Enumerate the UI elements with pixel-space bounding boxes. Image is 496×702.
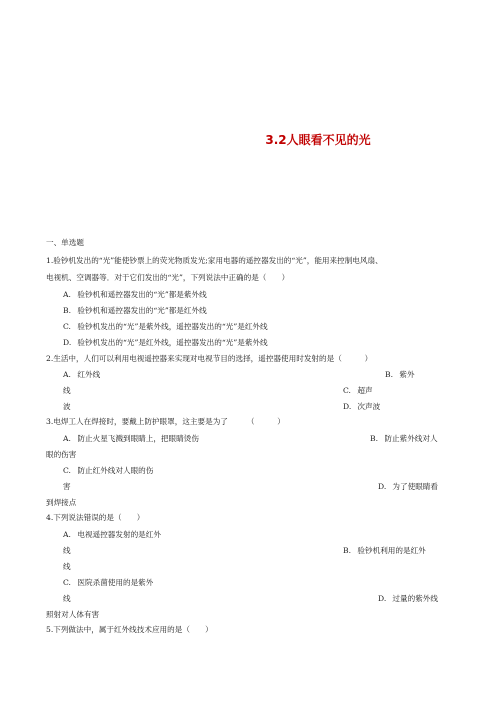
- option-text: 防止火星飞溅到眼睛上，把眼睛烫伤: [77, 434, 199, 443]
- q4-option-a: [63, 530, 161, 540]
- option-text: 医院杀菌使用的是紫外: [77, 578, 154, 587]
- page-title: 3.2人眼看不见的光: [265, 133, 371, 147]
- q2-option-a: [63, 370, 100, 380]
- q4-option-b: [343, 546, 426, 556]
- q2-option-b: [385, 370, 415, 380]
- q5-stem: 5.下列做法中，属于红外线技术应用的是（ ）: [46, 625, 213, 634]
- option-text: 次声波: [357, 402, 381, 411]
- option-text: 过量的紫外线: [392, 594, 438, 603]
- option-letter: D.: [378, 482, 387, 491]
- option-letter: D.: [63, 338, 72, 347]
- option-letter: C.: [63, 322, 71, 331]
- option-text: 验钞机发出的“光”是红外线，遥控器发出的“光”是紫外线: [77, 338, 268, 347]
- option-letter: B.: [385, 370, 393, 379]
- option-text: 红外线: [77, 370, 101, 379]
- q4-option-a-cont: 线: [63, 546, 71, 555]
- option-letter: C.: [63, 466, 71, 475]
- q1-option-c: [63, 322, 268, 332]
- option-letter: D.: [378, 594, 387, 603]
- option-text: 防止紫外线对人: [384, 434, 438, 443]
- q3-option-c: [63, 466, 153, 476]
- q1-stem-line2: 电视机、空调器等．对于它们发出的“光”，下列说法中正确的是（ ）: [46, 273, 290, 282]
- q4-option-b-cont: 线: [63, 562, 71, 571]
- option-text: 验钞机发出的“光”是紫外线，遥控器发出的“光”是红外线: [77, 322, 268, 331]
- q3-option-b-cont: 眼的伤害: [46, 450, 77, 459]
- option-letter: A.: [63, 530, 71, 539]
- option-letter: C.: [63, 578, 71, 587]
- q1-option-a: [63, 290, 207, 300]
- q3-option-a: [63, 434, 199, 444]
- option-text: 为了使眼睛看: [392, 482, 438, 491]
- q4-stem: 4.下列说法错误的是（ ）: [46, 513, 145, 522]
- q2-option-c: [343, 386, 373, 396]
- q3-option-c-cont: 害: [63, 482, 71, 491]
- q2-stem: 2.生活中，人们可以利用电视遥控器来实现对电视节目的选择，遥控器使用时发射的是（ ）: [46, 354, 373, 363]
- q3-option-d: [378, 482, 438, 492]
- option-letter: A.: [63, 370, 71, 379]
- section-heading: 一、单选题: [46, 238, 84, 247]
- option-letter: B.: [63, 306, 71, 315]
- option-letter: A.: [63, 434, 71, 443]
- q3-option-d-cont: 到焊接点: [46, 498, 77, 507]
- option-letter: A.: [63, 290, 71, 299]
- option-text: 紫外: [399, 370, 415, 379]
- option-letter: C.: [343, 386, 351, 395]
- q1-option-d: [63, 338, 268, 348]
- option-letter: D.: [343, 402, 352, 411]
- q2-option-b-cont: 线: [63, 386, 71, 395]
- q4-option-d-cont: 照射对人体有害: [46, 610, 100, 619]
- q2-option-d: [343, 402, 380, 412]
- option-text: 超声: [357, 386, 373, 395]
- option-letter: B.: [343, 546, 351, 555]
- option-text: 电视遥控器发射的是红外: [77, 530, 161, 539]
- q1-option-b: [63, 306, 207, 316]
- option-letter: B.: [370, 434, 378, 443]
- option-text: 验钞机利用的是红外: [357, 546, 426, 555]
- q2-option-c-cont: 波: [63, 402, 71, 411]
- option-text: 防止红外线对人眼的伤: [77, 466, 154, 475]
- q4-option-d: [378, 594, 438, 604]
- option-text: 验钞机和遥控器发出的“光”都是紫外线: [77, 290, 207, 299]
- q3-option-b: [370, 434, 438, 444]
- option-text: 验钞机和遥控器发出的“光”都是红外线: [77, 306, 207, 315]
- q4-option-c: [63, 578, 153, 588]
- q4-option-c-cont: 线: [63, 594, 71, 603]
- q1-stem-line1: 1.验钞机发出的“光”能使钞票上的荧光物质发光;家用电器的遥控器发出的“光”，能用来控制电风扇、: [46, 256, 383, 265]
- q3-stem: 3.电焊工人在焊接时，要戴上防护眼罩，这主要是为了 （ ）: [46, 417, 285, 426]
